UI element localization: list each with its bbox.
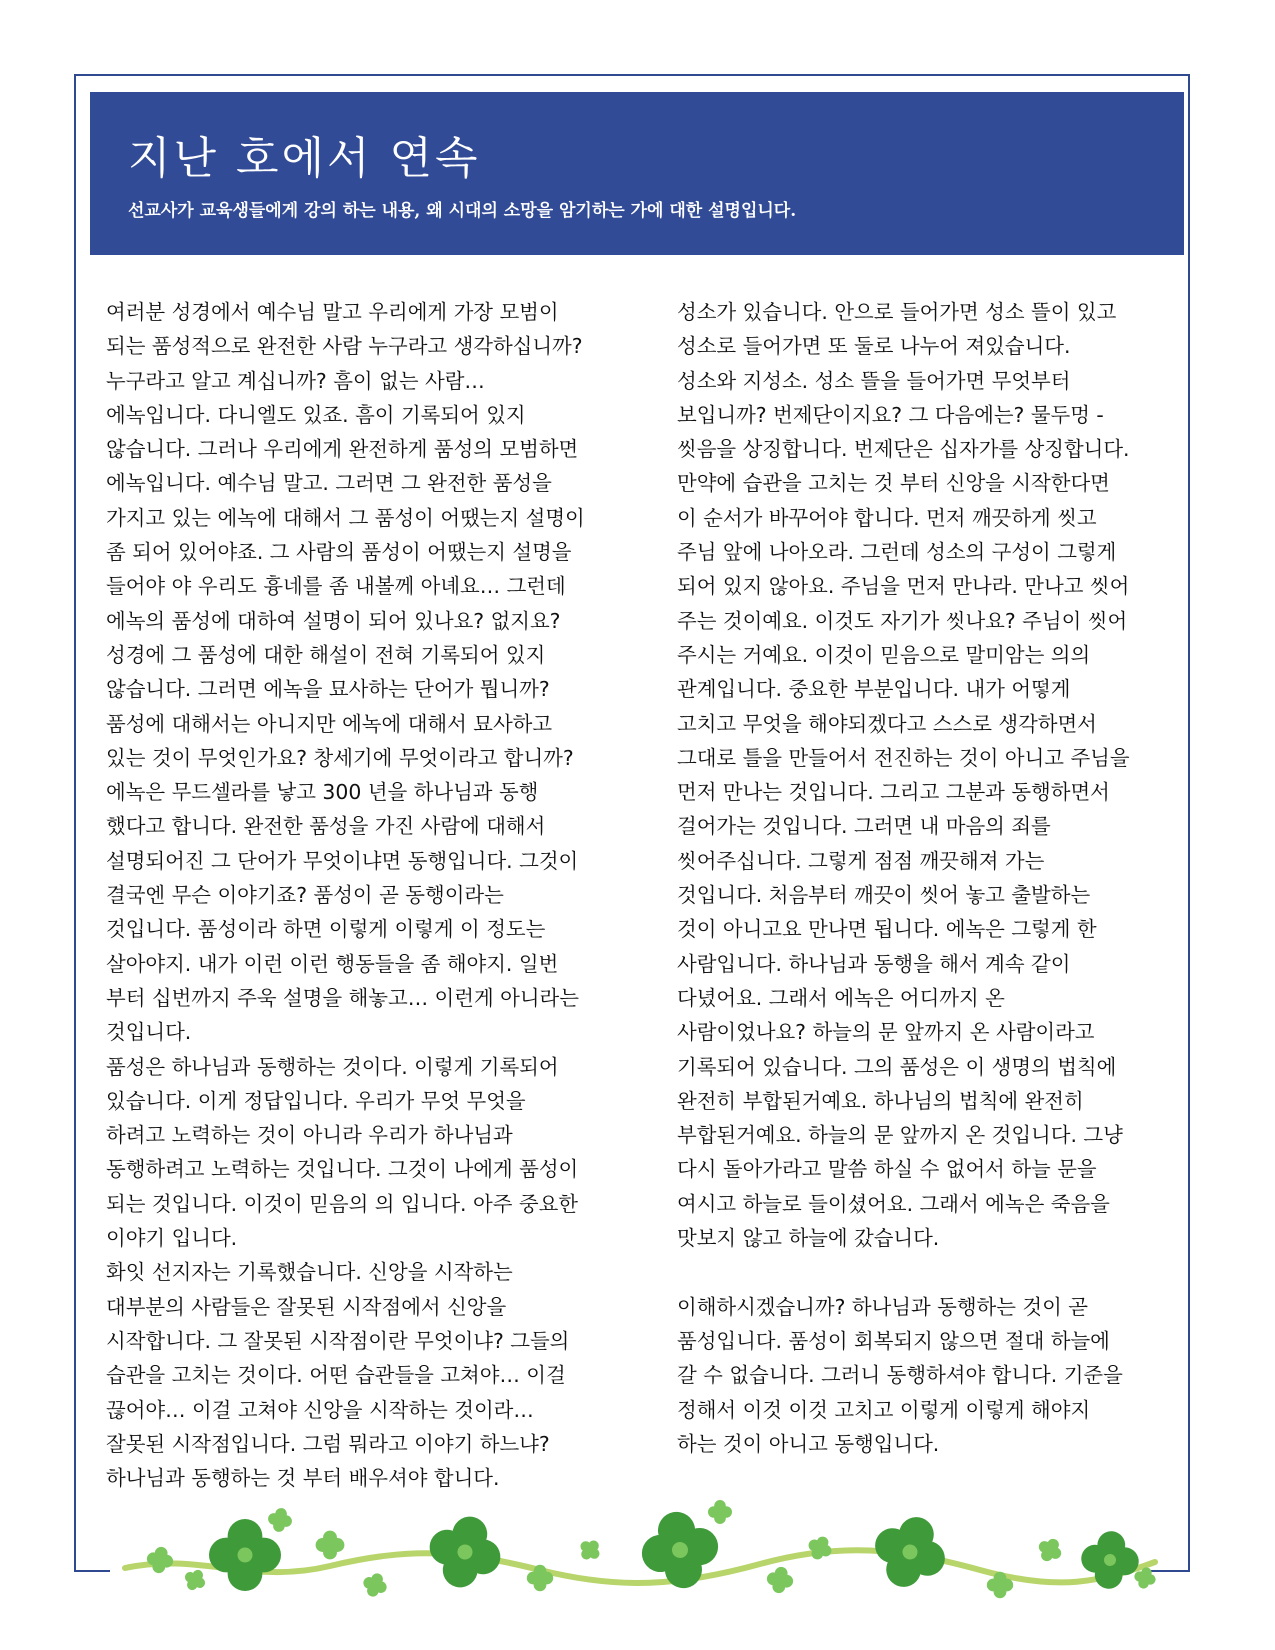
text-line: 시작합니다. 그 잘못된 시작점이란 무엇이냐? 그들의 xyxy=(106,1328,570,1353)
text-line: 완전히 부합된거예요. 하나님의 법칙에 완전히 xyxy=(677,1088,1084,1113)
text-line: 여시고 하늘로 들이셨어요. 그래서 에녹은 죽음을 xyxy=(677,1191,1110,1216)
text-line: 동행하려고 노력하는 것입니다. 그것이 나에게 품성이 xyxy=(106,1157,579,1182)
page-title: 지난 호에서 연속 xyxy=(128,133,481,184)
text-line: 화잇 선지자는 기록했습니다. 신앙을 시작하는 xyxy=(106,1260,513,1285)
text-line: 않습니다. 그러면 에녹을 묘사하는 단어가 뭡니까? xyxy=(106,677,550,702)
text-line: 것입니다. 처음부터 깨끗이 씻어 놓고 출발하는 xyxy=(677,883,1091,908)
text-line: 들어야 야 우리도 흉네를 좀 내볼께 아녜요… 그런데 xyxy=(106,574,566,599)
text-line: 에녹은 무드셀라를 낳고 300 년을 하나님과 동행 xyxy=(106,780,539,805)
text-line: 고치고 무엇을 해야되겠다고 스스로 생각하면서 xyxy=(677,711,1097,736)
text-line: 씻어주십니다. 그렇게 점점 깨끗해져 가는 xyxy=(677,848,1045,873)
text-line: 보입니까? 번제단이지요? 그 다음에는? 물두멍 - xyxy=(677,402,1104,427)
text-line: 주님 앞에 나아오라. 그런데 성소의 구성이 그렇게 xyxy=(677,540,1117,565)
text-line: 부합된거예요. 하늘의 문 앞까지 온 것입니다. 그냥 xyxy=(677,1123,1123,1148)
text-line: 품성은 하나님과 동행하는 것이다. 이렇게 기록되어 xyxy=(106,1054,559,1079)
text-line: 것입니다. 품성이라 하면 이렇게 이렇게 이 정도는 xyxy=(106,917,546,942)
text-line: 에녹의 품성에 대하여 설명이 되어 있나요? 없지요? xyxy=(106,608,561,633)
text-line: 살아야지. 내가 이런 이런 행동들을 좀 해야지. 일번 xyxy=(106,951,559,976)
clover-icon xyxy=(266,1506,294,1534)
text-line: 가지고 있는 에녹에 대해서 그 품성이 어땠는지 설명이 xyxy=(106,505,585,530)
text-line: 것이 아니고요 만나면 됩니다. 에녹은 그렇게 한 xyxy=(677,917,1097,942)
text-line: 되는 것입니다. 이것이 믿음의 의 입니다. 아주 중요한 xyxy=(106,1191,578,1216)
left-text-column xyxy=(106,295,626,1495)
text-line: 되는 품성적으로 완전한 사람 누구라고 생각하십니까? xyxy=(106,334,583,359)
clover-icon xyxy=(1034,1534,1067,1567)
text-line: 다녔어요. 그래서 에녹은 어디까지 온 xyxy=(677,985,1005,1010)
text-line: 끊어야… 이걸 고쳐야 신앙을 시작하는 것이라… xyxy=(106,1397,534,1422)
clover-icon xyxy=(864,1506,956,1598)
clover-icon xyxy=(708,1500,732,1524)
text-line: 그대로 틀을 만들어서 전진하는 것이 아니고 주님을 xyxy=(677,745,1130,770)
text-line: 걸어가는 것입니다. 그러면 내 마음의 죄를 xyxy=(677,814,1051,839)
text-line: 되어 있지 않아요. 주님을 먼저 만나라. 만나고 씻어 xyxy=(677,574,1130,599)
text-line: 사람이었나요? 하늘의 문 앞까지 온 사람이라고 xyxy=(677,1020,1095,1045)
clover-icon xyxy=(180,1565,210,1595)
text-line: 이해하시겠습니까? 하나님과 동행하는 것이 곧 xyxy=(677,1294,1088,1319)
clover-icon xyxy=(765,1565,796,1596)
text-line: 에녹입니다. 다니엘도 있죠. 흠이 기록되어 있지 xyxy=(106,402,526,427)
text-line: 다시 돌아가라고 말씀 하실 수 없어서 하늘 문을 xyxy=(677,1157,1097,1182)
text-line: 씻음을 상징합니다. 번제단은 십자가를 상징합니다. xyxy=(677,437,1130,462)
text-line: 주시는 거예요. 이것이 믿음으로 말미암는 의의 xyxy=(677,642,1091,667)
text-line: 하나님과 동행하는 것 부터 배우셔야 합니다. xyxy=(106,1466,500,1491)
text-line: 성소가 있습니다. 안으로 들어가면 성소 뜰이 있고 xyxy=(677,300,1117,324)
text-line: 이 순서가 바꾸어야 합니다. 먼저 깨끗하게 씻고 xyxy=(677,505,1097,530)
text-line: 성경에 그 품성에 대한 해설이 전혀 기록되어 있지 xyxy=(106,642,546,667)
text-line: 대부분의 사람들은 잘못된 시작점에서 신앙을 xyxy=(106,1294,507,1319)
text-line: 갈 수 없습니다. 그러니 동행하셔야 합니다. 기준을 xyxy=(677,1363,1123,1388)
text-line: 사람입니다. 하나님과 동행을 해서 계속 같이 xyxy=(677,951,1071,976)
clover-icon xyxy=(316,1531,345,1560)
clover-icon xyxy=(145,1545,176,1576)
text-line: 잘못된 시작점입니다. 그럼 뭐라고 이야기 하느냐? xyxy=(106,1431,550,1456)
text-line: 했다고 합니다. 완전한 품성을 가진 사람에 대해서 xyxy=(106,814,546,839)
clover-icon xyxy=(575,1535,605,1565)
text-line: 부터 십번까지 주욱 설명을 해놓고… 이런게 아니라는 xyxy=(106,985,579,1010)
text-line: 있습니다. 이게 정답입니다. 우리가 무엇 무엇을 xyxy=(106,1088,526,1113)
text-line: 관계입니다. 중요한 부분입니다. 내가 어떻게 xyxy=(677,677,1071,702)
clover-icon xyxy=(804,1532,836,1564)
text-line: 맛보지 않고 하늘에 갔습니다. xyxy=(677,1226,940,1251)
text-line: 여러분 성경에서 예수님 말고 우리에게 가장 모범이 xyxy=(106,300,559,324)
text-line: 누구라고 알고 계십니까? 흠이 없는 사람… xyxy=(106,368,485,393)
text-line xyxy=(677,1255,1197,1289)
text-line: 품성에 대해서는 아니지만 에녹에 대해서 묘사하고 xyxy=(106,711,553,736)
text-line: 정해서 이것 이것 고치고 이렇게 이렇게 해야지 xyxy=(677,1397,1091,1422)
text-line: 만약에 습관을 고치는 것 부터 신앙을 시작한다면 xyxy=(677,471,1110,496)
text-line: 습관을 고치는 것이다. 어떤 습관들을 고쳐야… 이걸 xyxy=(106,1363,566,1388)
text-line: 하려고 노력하는 것이 아니라 우리가 하나님과 xyxy=(106,1123,513,1148)
right-text-column xyxy=(677,295,1197,1461)
text-line: 설명되어진 그 단어가 무엇이냐면 동행입니다. 그것이 xyxy=(106,848,579,873)
text-line: 좀 되어 있어야죠. 그 사람의 품성이 어땠는지 설명을 xyxy=(106,540,572,565)
text-line: 성소와 지성소. 성소 뜰을 들어가면 무엇부터 xyxy=(677,368,1071,393)
text-line: 에녹입니다. 예수님 말고. 그러면 그 완전한 품성을 xyxy=(106,471,552,496)
text-line: 주는 것이예요. 이것도 자기가 씻나요? 주님이 씻어 xyxy=(677,608,1128,633)
clover-vine-icon xyxy=(120,1490,1160,1620)
clover-icon xyxy=(421,1508,509,1596)
page-subtitle: 선교사가 교육생들에게 강의 하는 내용, 왜 시대의 소망을 암기하는 가에 대한 설명입니다. xyxy=(128,201,797,221)
text-line: 이야기 입니다. xyxy=(106,1226,238,1251)
text-line: 결국엔 무슨 이야기죠? 품성이 곧 동행이라는 xyxy=(106,883,504,908)
text-line: 먼저 만나는 것입니다. 그리고 그분과 동행하면서 xyxy=(677,780,1110,805)
clover-icon xyxy=(209,1519,281,1591)
clover-icon xyxy=(360,1570,391,1601)
text-line: 품성입니다. 품성이 회복되지 않으면 절대 하늘에 xyxy=(677,1328,1110,1353)
text-line: 하는 것이 아니고 동행입니다. xyxy=(677,1431,940,1456)
text-line: 않습니다. 그러나 우리에게 완전하게 품성의 모범하면 xyxy=(106,437,579,462)
text-line: 기록되어 있습니다. 그의 품성은 이 생명의 법칙에 xyxy=(677,1054,1117,1079)
text-line: 있는 것이 무엇인가요? 창세기에 무엇이라고 합니까? xyxy=(106,745,574,770)
text-line: 성소로 들어가면 또 둘로 나누어 져있습니다. xyxy=(677,334,1071,359)
header-banner xyxy=(90,92,1184,255)
text-line: 것입니다. xyxy=(106,1020,192,1045)
